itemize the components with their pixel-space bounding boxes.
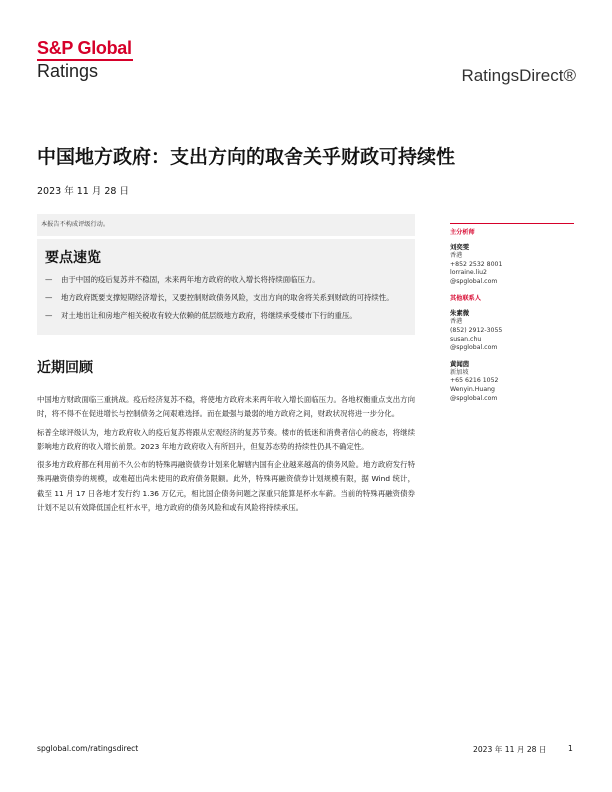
contacts-sidebar [450,223,574,410]
contact-location: 香港 [450,318,463,326]
section-heading: 近期回顾 [37,360,93,376]
contact-phone: (852) 2912-3055 [450,326,503,334]
footer-date: 2023 年 11 月 28 日 [473,745,547,754]
logo-subtitle: Ratings [37,61,99,81]
contact-email[interactable]: susan.chu [450,335,482,343]
highlight-item [45,273,409,286]
highlight-text: 地方政府既要支撑短期经济增长，又要控制财政债务风险，支出方向的取舍将关系到财政的可持续性。 [61,293,394,302]
highlight-text: 对土地出让和房地产相关税收有较大依赖的低层级地方政府，将继续承受楼市下行的重压。 [61,311,357,320]
body-paragraph: 很多地方政府都在利用前不久公布的特殊再融资债券计划来化解辖内国有企业越来越高的债务风险。地方政府发行特殊再融资债券的规模，或难超出尚未使用的政府债务限额。此外，特殊再融资债券计划规模有限，据 Wind 统计，截至 11 月 17 日各地才发行约 1.36 万亿元，相比国企债务问题之深重只能算是杯水车薪。当前的特殊再融资债券计划不足以有效降低国企杠杆水平，地方政府的债务风险和或有风险将持续承压。 [37,460,415,513]
highlights-list [45,273,409,322]
contact-email[interactable]: lorraine.liu2 [450,269,487,277]
dash-bullet-icon: — [45,275,53,284]
contact-name: 朱素微 [450,309,470,318]
page-number: 1 [568,744,573,753]
contact-card [450,360,574,403]
contact-phone: +65 6216 1052 [450,377,499,385]
contact-location: 香港 [450,252,463,259]
page-title: 中国地方政府：支出方向的取舍关乎财政可持续性 [37,146,456,168]
publication-date: 2023 年 11 月 28 日 [37,186,129,197]
dash-bullet-icon: — [45,293,53,302]
footer-url-link[interactable]: spglobal.com/ratingsdirect [37,744,139,753]
logo-wordmark: S&P Global [37,38,132,58]
primary-analyst-heading: 主分析师 [450,229,475,236]
contact-email-domain[interactable]: @spglobal.com [450,277,498,285]
brand-name: RatingsDirect® [461,66,576,85]
contact-email-domain[interactable]: @spglobal.com [450,344,498,352]
highlights-heading: 要点速览 [45,250,101,266]
dash-bullet-icon: — [45,311,53,320]
contact-card [450,243,574,286]
contact-email[interactable]: Wenyin.Huang [450,385,495,393]
highlight-item [45,309,409,322]
disclaimer: 本报告不构成评级行动。 [37,214,415,236]
secondary-contacts-heading: 其他联系人 [450,295,481,303]
body-paragraph: 标普全球评级认为，地方政府收入的疫后复苏将跟从宏观经济的复苏节奏。楼市的低迷和消费者信心的疲态，将继续影响地方政府的收入增长前景。2023 年地方政府收入有所回升，但复苏态势的持续性仍具不确定性。 [37,427,415,451]
contact-name: 刘奕雯 [450,243,470,251]
contact-phone: +852 2532 8001 [450,260,503,268]
highlights-box [37,239,415,335]
contact-location: 新加坡 [450,368,469,376]
contact-card [450,309,574,352]
contact-email-domain[interactable]: @spglobal.com [450,394,498,402]
main-content [37,214,415,519]
body-paragraph: 中国地方财政面临三重挑战。疫后经济复苏不稳，将使地方政府未来两年收入增长面临压力。各地权衡重点支出方向时，将不得不在促进增长与控制债务之间艰难选择。而在最强与最弱的地方政府之间，财政状况将进一步分化。 [37,395,415,419]
highlight-text: 由于中国的疫后复苏并不稳固，未来两年地方政府的收入增长将持续面临压力。 [61,275,320,284]
highlight-item [45,291,409,304]
contact-name: 黄闻茵 [450,359,470,368]
